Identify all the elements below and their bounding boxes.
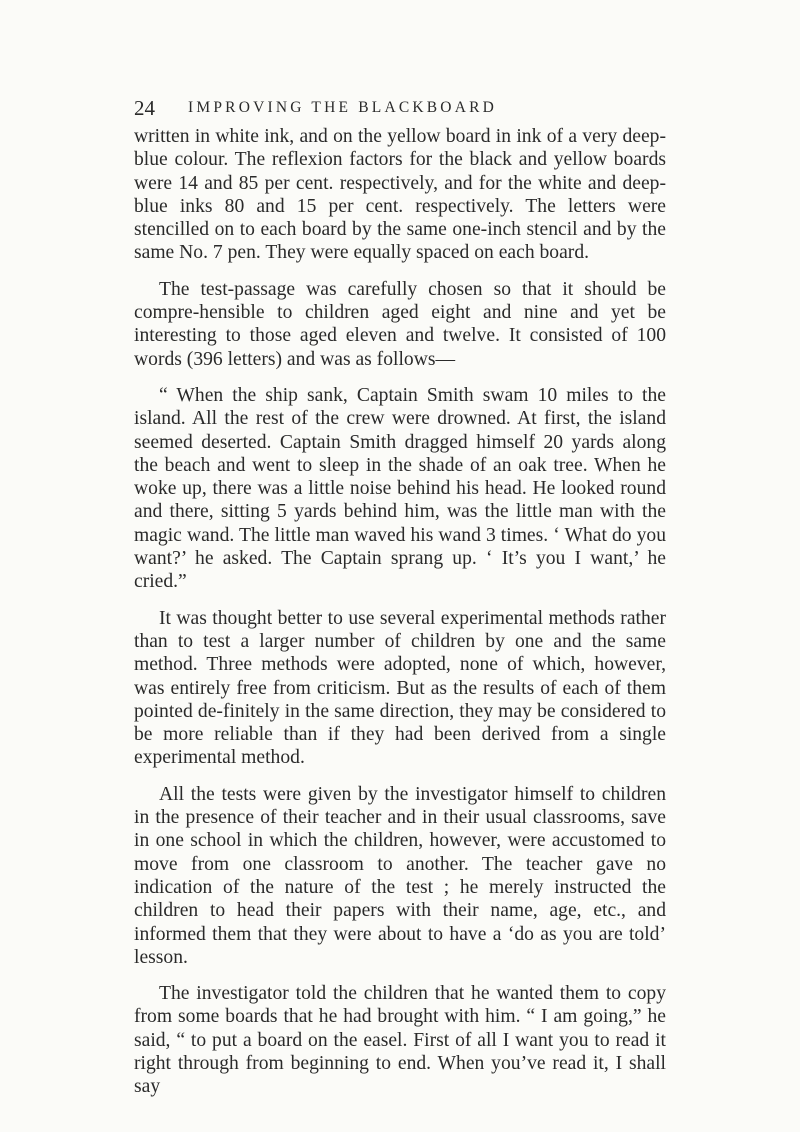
paragraph-test-passage-intro: The test-passage was carefully chosen so that it should be compre-hensible to children aged eight and nine and yet be interesting to those aged eleven and twelve. It consisted of 100 words (396 letters) and was as follows— <box>134 278 666 370</box>
body-text <box>134 125 666 1099</box>
paragraph-test-passage-quote: “ When the ship sank, Captain Smith swam 10 miles to the island. All the rest of the crew were drowned. At first, the island seemed deserted. Captain Smith dragged himself 20 yards along the beach and went to sleep in the shade of an oak tree. When he woke up, there was a little noise behind his head. He looked round and there, sitting 5 yards behind him, was the little man with the magic wand. The little man waved his wand 3 times. ‘ What do you want?’ he asked. The Captain sprang up. ‘ It’s you I want,’ he cried.” <box>134 384 666 593</box>
paragraph-instructions: The investigator told the children that he wanted them to copy from some boards that he had brought with him. “ I am going,” he said, “ to put a board on the easel. First of all I want you to read it right through from beginning to end. When you’ve read it, I shall say <box>134 983 666 1098</box>
paragraph-tests-given: All the tests were given by the investigator himself to children in the presence of their teacher and in their usual classrooms, save in one school in which the children, however, were accustomed to move from one classroom to another. The teacher gave no indication of the nature of the test ; he merely instructed the children to head their papers with their name, age, etc., and informed them that they were about to have a ‘do as you are told’ lesson. <box>134 783 666 968</box>
page-number: 24 <box>134 96 155 120</box>
running-head: IMPROVING THE BLACKBOARD <box>188 99 498 116</box>
paragraph-methods: It was thought better to use several experimental methods rather than to test a larger number of children by one and the same method. Three methods were adopted, none of which, however, was entirely free from criticism. But as the results of each of them pointed de-finitely in the same direction, they may be considered to be more reliable than if they had been derived from a single experimental method. <box>134 607 666 769</box>
paragraph-continuation: written in white ink, and on the yellow board in ink of a very deep-blue colour. The reflexion factors for the black and yellow boards were 14 and 85 per cent. respectively, and for the white and deep-blue inks 80 and 15 per cent. respectively. The letters were stencilled on to each board by the same one-inch stencil and by the same No. 7 pen. They were equally spaced on each board. <box>134 126 666 264</box>
page-header <box>134 96 654 120</box>
